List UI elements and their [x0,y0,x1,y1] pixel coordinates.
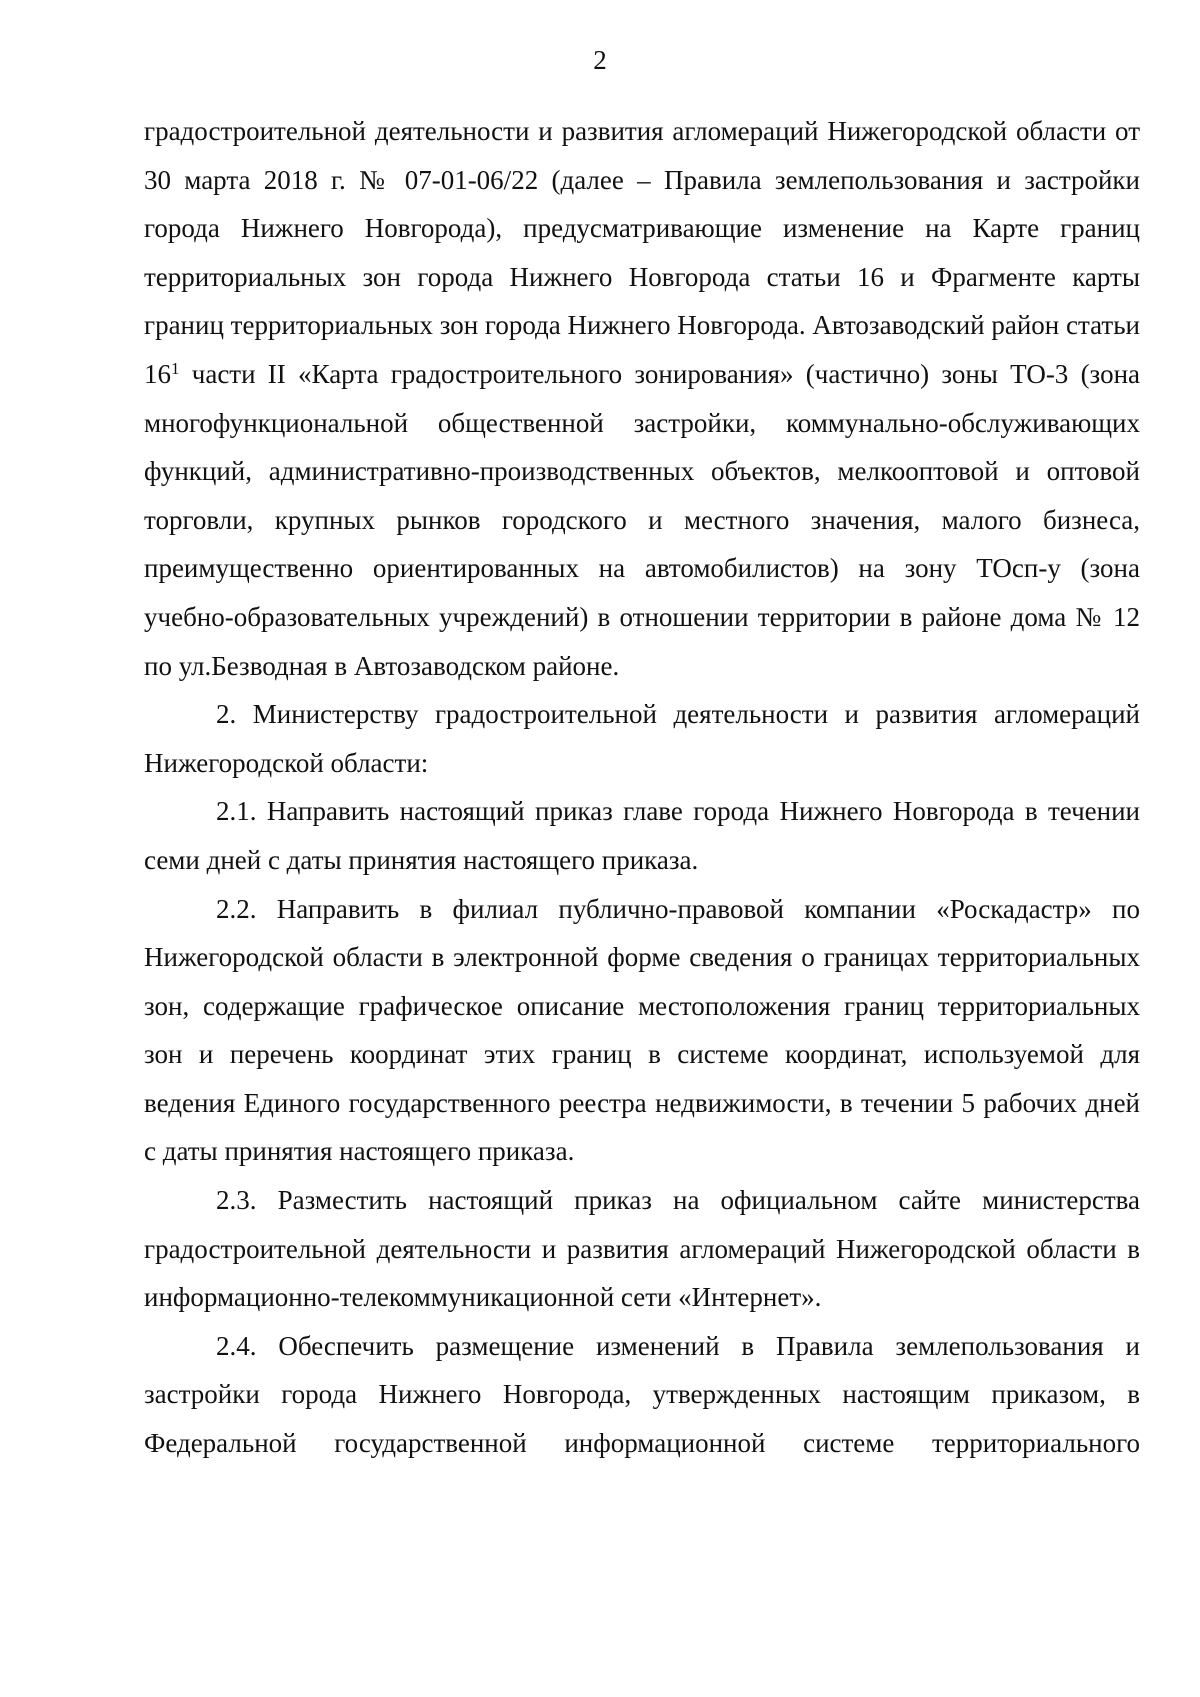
paragraph-item-2-1: 2.1. Направить настоящий приказ главе города Нижнего Новгорода в течении семи дней с даты принятия настоящего приказа. [144,796,1140,875]
superscript-index: 1 [171,358,180,378]
document-body [144,107,1140,1468]
paragraph-item-2-2: 2.2. Направить в филиал публично-правовой компании «Роскадастр» по Нижегородской области в электронной форме сведения о границах территориальных зон, содержащие графическое описание местоположения границ территориальных зон и перечень координат этих границ в системе координат, используемой для ведения Единого государственного реестра недвижимости, в течении 5 рабочих дней с даты принятия настоящего приказа. [144,893,1140,1167]
paragraph-item-2-3: 2.3. Разместить настоящий приказ на официальном сайте министерства градостроительной деятельности и развития агломераций Нижегородской области в информационно-телекоммуникационной сети «Интернет». [144,1185,1140,1313]
paragraph-continuation [144,107,1140,690]
paragraph-item-2-4: 2.4. Обеспечить размещение изменений в Правила землепользования и застройки города Нижнего Новгорода, утвержденных настоящим приказом, в Федеральной государственной информационной системе территориального [144,1330,1140,1459]
page-number: 2 [593,45,607,75]
paragraph-text: градостроительной деятельности и развития агломераций Нижегородской области от 30 марта 2018 г. № 07-01-06/22 (далее – Правила землепользования и застройки города Нижнего Новгорода), предусматривающие изменение на Карте границ территориальных зон города Нижнего Новгорода статьи 16 и Фрагменте карты границ территориальных зон города Нижнего Новгорода. Автозаводский район статьи 16 [144,116,1140,389]
paragraph-text: части II «Карта градостроительного зонирования» (частично) зоны ТО-3 (зона многофункциональной общественной застройки, коммунально-обслуживающих функций, административно-производственных объектов, мелкооптовой и оптовой торговли, крупных рынков городского и местного значения, малого бизнеса, преимущественно ориентированных на автомобилистов) на зону ТОсп-у (зона учебно-образовательных учреждений) в отношении территории в районе дома № 12 по ул.Безводная в Автозаводском районе. [144,358,1140,681]
paragraph-item-2: 2. Министерству градостроительной деятельности и развития агломераций Нижегородской области: [144,699,1140,778]
